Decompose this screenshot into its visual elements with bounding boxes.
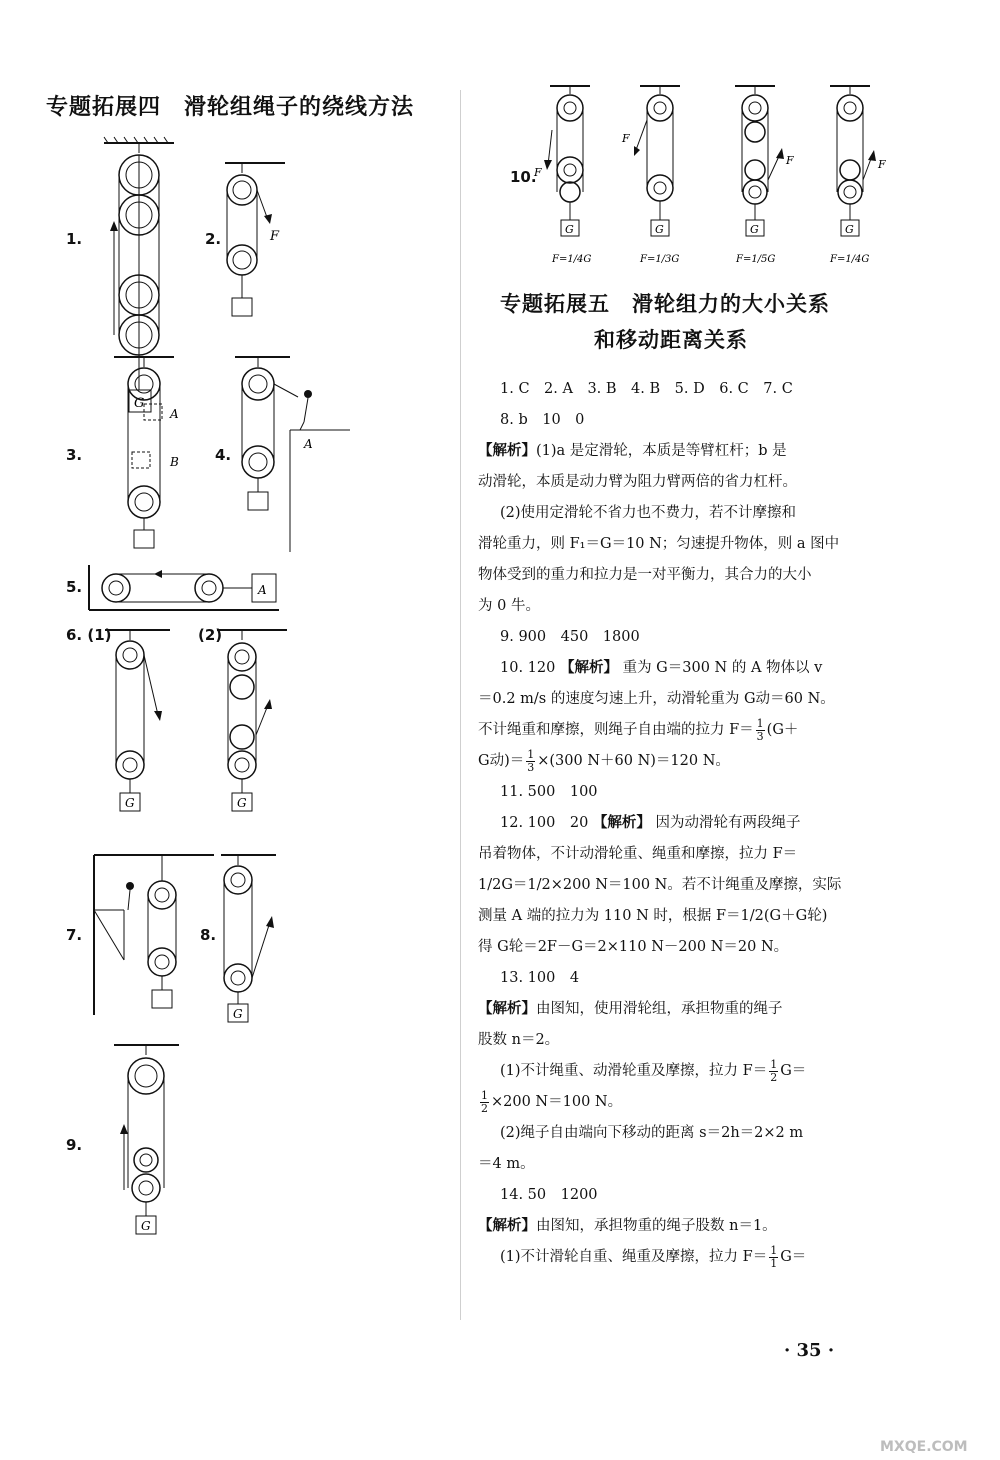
q10-caption-d: F=1/4G: [830, 254, 870, 265]
fig-label-4: 4.: [215, 446, 232, 464]
pulley-figure-4: [230, 352, 410, 552]
svg-text:F: F: [878, 158, 886, 171]
right-section-title-2: 和移动距离关系: [594, 328, 748, 352]
answers-block: 1. C 2. A 3. B 4. B 5. D 6. C 7. C 8. b 10 0 【解析】(1)a 是定滑轮，本质是等臂杠杆；b 是 动滑轮，本质是动力臂为阻力臂两倍的省力杠杆。 (2)使用定滑轮不省力也不费力，若不计摩擦和 滑轮重力，则 F₁＝G＝10 N；匀速提升物体，则 a 图中 物体受到的重力和拉力是一对平衡力，其合力的大小 为 0 牛。 9. 900 450 1800 10. 120 【解析】 重为 G＝300 N 的 A 物体以 v ＝0.2 m/s 的速度匀速上升，动滑轮重为 G动＝60 N。 不计绳重和摩擦，则绳子自由端的拉力 F＝ $\frac{1}{3}$ (G＋ G动)＝ $\frac{1}{3}$ ×(300 N＋60 N)＝120 N。 11. 500 100 12. 100 20 【解析】 因为动滑轮有两段绳子 吊着物体，不计动滑轮重、绳重和摩擦，拉力 F＝ 1/2G＝1/2×200 N＝100 N。若不计绳重及摩擦，实际 测量 A 端的拉力为 110 N 时，根据 F＝1/2(G＋G轮) 得 G轮＝2F－G＝2×110 N－200 N＝20 N。 13. 100 4 【解析】由图知，使用滑轮组，承担物重的绳子 股数 n＝2。 (1)不计绳重、动滑轮重及摩擦，拉力 F＝ $\frac{1}{2}$ G＝ $\frac{1}{2}$ ×200 N＝100 N。 (2)绳子自由端向下移动的距离 s＝2h＝2×2 m ＝4 m。 14. 50 1200 【解析】由图知，承担物重的绳子股数 n＝1。 (1)不计滑轮自重、绳重及摩擦，拉力 F＝ $\frac{1}{1}$ G＝: [478, 374, 886, 1273]
svg-text:G: G: [141, 1219, 151, 1233]
fig-label-6-2: (2): [198, 626, 223, 644]
svg-text:G: G: [565, 223, 574, 236]
svg-text:G: G: [237, 796, 247, 810]
svg-text:B: B: [170, 455, 179, 469]
pulley-figure-9: [84, 1040, 194, 1250]
force-label: F: [270, 229, 280, 244]
left-section-title: 专题拓展四 滑轮组绳子的绕线方法: [46, 95, 415, 120]
svg-text:G: G: [750, 223, 759, 236]
pulley-figure-6-1: [100, 625, 180, 825]
svg-text:F: F: [534, 166, 542, 179]
fig-label-9: 9.: [66, 1136, 83, 1154]
right-section-title-1: 专题拓展五 滑轮组力的大小关系: [500, 292, 830, 316]
fig-label-8: 8.: [200, 926, 217, 944]
right-column: [470, 80, 890, 1400]
fig-label-6-1: 6. (1): [66, 626, 112, 644]
svg-text:G: G: [655, 223, 664, 236]
jiexi-tag: 【解析】: [478, 443, 536, 459]
svg-text:G: G: [233, 1007, 243, 1021]
fig-label-5: 5.: [66, 578, 83, 596]
answer-line: 8. b 10 0: [500, 412, 585, 428]
fig-label-3: 3.: [66, 446, 83, 464]
q10-label: 10.: [510, 168, 537, 186]
answer-line: 1. C 2. A 3. B 4. B 5. D 6. C 7. C: [500, 381, 793, 397]
pulley-figure-8: [216, 850, 316, 1040]
svg-text:A: A: [170, 407, 179, 421]
q10-caption-c: F=1/5G: [736, 254, 776, 265]
page-number: · 35 ·: [784, 1340, 835, 1361]
pulley-figure-6-2: [212, 625, 302, 825]
svg-text:F: F: [622, 132, 630, 145]
svg-text:G: G: [125, 796, 135, 810]
watermark-text: MXQE.COM: [880, 1439, 968, 1455]
pulley-figure-5: [84, 560, 284, 620]
q10-fig-c: [735, 86, 794, 236]
q10-caption-b: F=1/3G: [640, 254, 680, 265]
q10-fig-d: [830, 86, 886, 236]
fig-label-1: 1.: [66, 230, 83, 248]
left-column: [40, 80, 460, 1280]
svg-text:A: A: [258, 583, 267, 597]
q10-fig-b: [621, 86, 680, 236]
svg-text:A: A: [304, 437, 313, 451]
watermark: [880, 1385, 990, 1455]
column-divider: [460, 90, 461, 1320]
q10-figures: [530, 80, 890, 280]
pulley-figure-2: [220, 158, 300, 328]
pulley-figure-3: [84, 352, 194, 552]
q10-fig-a: [533, 86, 590, 236]
fig-label-7: 7.: [66, 926, 83, 944]
weight-label: G: [134, 396, 145, 411]
q10-caption-a: F=1/4G: [552, 254, 592, 265]
svg-text:F: F: [786, 154, 794, 167]
svg-text:G: G: [845, 223, 854, 236]
fig-label-2: 2.: [205, 230, 222, 248]
